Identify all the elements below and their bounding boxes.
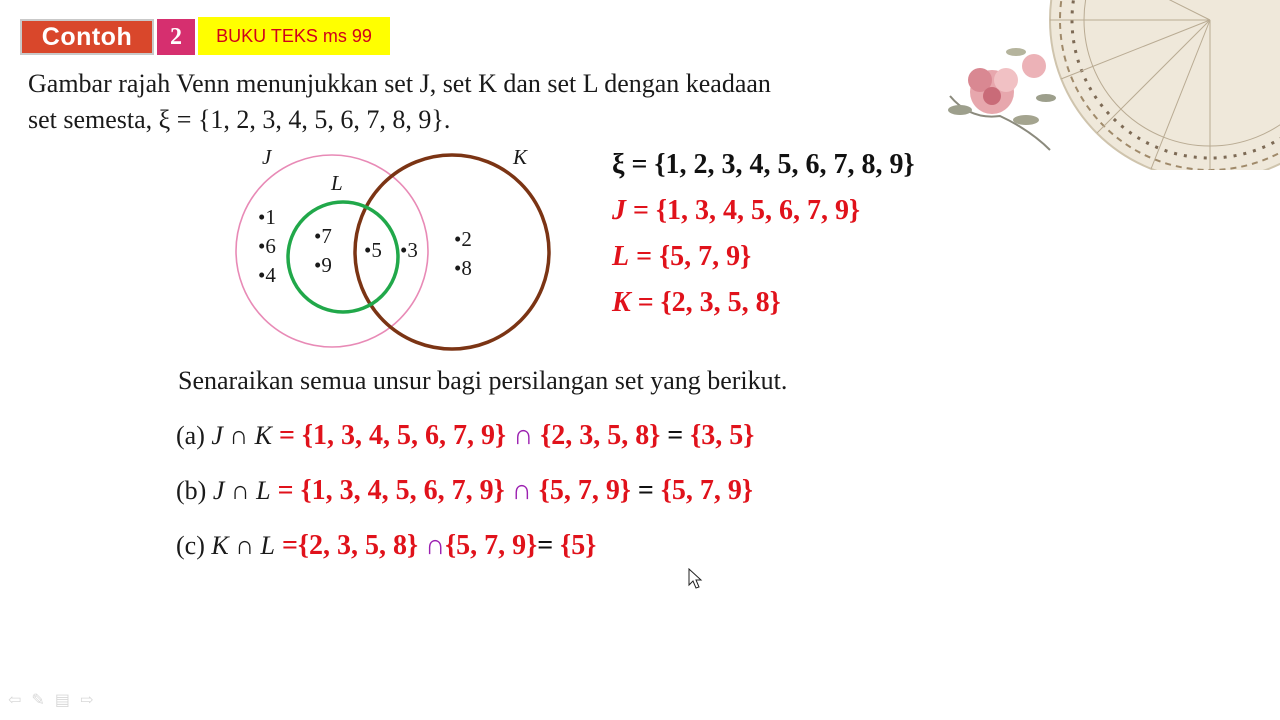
question-a-intersection-symbol: ∩ <box>506 420 541 451</box>
question-b-label: (b) <box>176 476 213 505</box>
question-a-equals: = <box>272 420 302 451</box>
question-c-equals: = <box>274 530 298 561</box>
intro-line-2: set semesta, ξ = {1, 2, 3, 4, 5, 6, 7, 8, 9}. <box>28 105 451 134</box>
set-J-def <box>612 188 915 234</box>
label-J: J <box>262 145 272 169</box>
question-b-result: {5, 7, 9} <box>660 475 753 506</box>
question-c-expression: K ∩ L <box>211 531 275 560</box>
question-a-set1: {1, 3, 4, 5, 6, 7, 9} <box>302 420 507 451</box>
flower-icon <box>948 48 1056 150</box>
element-4: •4 <box>258 263 276 287</box>
set-K-value: = {2, 3, 5, 8} <box>630 287 781 318</box>
book-reference-badge: BUKU TEKS ms 99 <box>198 17 390 55</box>
question-b <box>176 475 753 507</box>
example-number-badge: 2 <box>157 19 195 55</box>
slideshow-toolbar <box>8 690 103 710</box>
label-K: K <box>513 145 528 169</box>
intro-line-1: Gambar rajah Venn menunjukkan set J, set K dan set L dengan keadaan <box>28 69 771 98</box>
set-L-def <box>612 234 915 280</box>
question-a-label: (a) <box>176 421 212 450</box>
question-c-set1: {2, 3, 5, 8} <box>297 530 418 561</box>
set-J-name: J <box>612 195 626 226</box>
question-c <box>176 530 596 562</box>
contoh-badge: Contoh <box>20 19 154 55</box>
pen-icon[interactable]: ✎ <box>31 692 55 709</box>
question-a-set2: {2, 3, 5, 8} <box>540 420 661 451</box>
question-b-expression: J ∩ L <box>212 476 271 505</box>
element-1: •1 <box>258 205 276 229</box>
question-c-intersection-symbol: ∩ <box>417 530 446 561</box>
element-8: •8 <box>454 256 472 280</box>
set-L-value: = {5, 7, 9} <box>629 241 752 272</box>
element-7: •7 <box>314 224 332 248</box>
arrow-right-icon[interactable]: ⇨ <box>79 692 104 709</box>
question-c-set2: {5, 7, 9} <box>445 530 538 561</box>
set-J-value: = {1, 3, 4, 5, 6, 7, 9} <box>626 195 861 226</box>
flower-umbrella-decoration <box>930 0 1280 170</box>
set-L-name: L <box>612 241 630 272</box>
element-6: •6 <box>258 234 276 258</box>
set-K-name: K <box>612 287 631 318</box>
element-9: •9 <box>314 253 332 277</box>
set-K-def <box>612 280 915 326</box>
question-b-intersection-symbol: ∩ <box>504 475 539 506</box>
question-b-equals-2: = <box>630 475 661 506</box>
element-2: •2 <box>454 227 472 251</box>
arrow-left-icon[interactable]: ⇦ <box>8 692 32 709</box>
question-b-set1: {1, 3, 4, 5, 6, 7, 9} <box>300 475 505 506</box>
question-a <box>176 420 754 452</box>
venn-diagram <box>230 140 560 356</box>
label-L: L <box>331 171 343 195</box>
question-b-equals: = <box>270 475 301 506</box>
question-c-result: {5} <box>560 530 597 561</box>
intro-paragraph <box>28 66 771 138</box>
instruction-text: Senaraikan semua unsur bagi persilangan set yang berikut. <box>178 366 788 395</box>
question-c-label: (c) <box>176 531 212 560</box>
circle-K <box>355 155 549 349</box>
question-a-equals-2: = <box>660 420 691 451</box>
question-a-expression: J ∩ K <box>211 421 273 450</box>
mouse-pointer-icon <box>688 568 704 590</box>
element-3: •3 <box>400 238 418 262</box>
universal-set-def: ξ = {1, 2, 3, 4, 5, 6, 7, 8, 9} <box>612 149 915 180</box>
question-b-set2: {5, 7, 9} <box>538 475 631 506</box>
menu-icon[interactable]: ▤ <box>54 692 80 709</box>
element-5: •5 <box>364 238 382 262</box>
question-c-equals-2: = <box>537 530 561 561</box>
set-definitions <box>612 142 915 326</box>
umbrella-icon <box>1050 0 1280 170</box>
question-a-result: {3, 5} <box>690 420 755 451</box>
